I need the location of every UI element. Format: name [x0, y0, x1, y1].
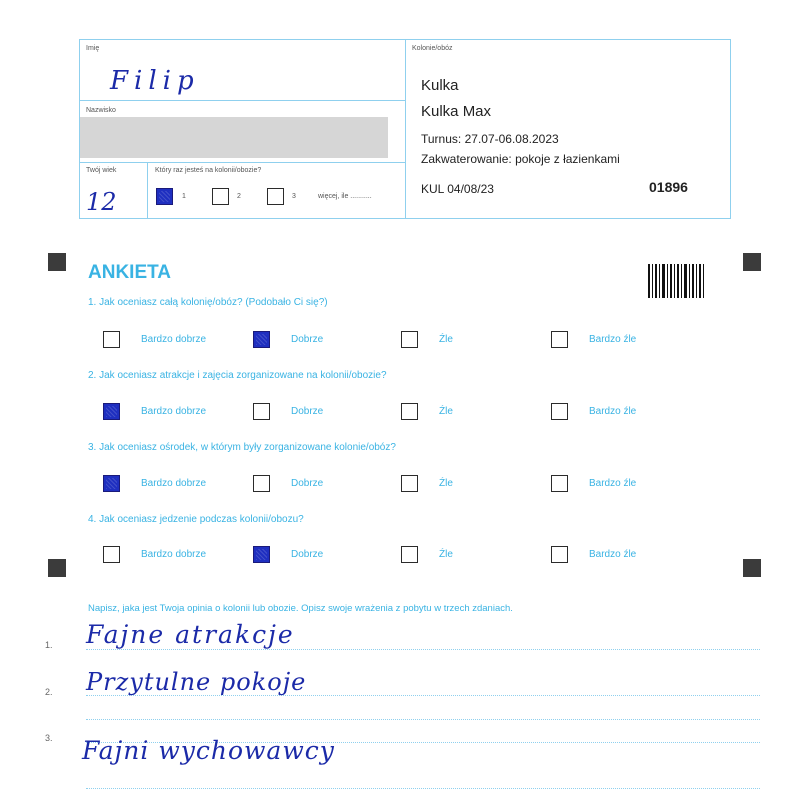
imie-label: Imię: [86, 45, 100, 52]
ktory-raz-checkbox-3[interactable]: [267, 188, 284, 205]
registration-marker-top-right: [743, 253, 761, 271]
imie-value: Filip: [110, 66, 200, 96]
question-2-option-bardzo-zle-checkbox[interactable]: [551, 403, 568, 420]
opinion-line-2-number: 2.: [45, 687, 53, 697]
question-3-option-zle-checkbox[interactable]: [401, 475, 418, 492]
question-4-option-bardzo-dobrze-label: Bardzo dobrze: [141, 549, 207, 560]
question-2-option-bardzo-zle-label: Bardzo źle: [589, 406, 637, 417]
question-4-option-bardzo-zle-label: Bardzo źle: [589, 549, 637, 560]
opinion-line-1[interactable]: [86, 649, 760, 650]
header-divider-imie: [80, 100, 405, 101]
question-3-option-dobrze-checkbox[interactable]: [253, 475, 270, 492]
opinion-answer-2: Przytulne pokoje: [86, 668, 307, 696]
question-1-option-bardzo-zle-checkbox[interactable]: [551, 331, 568, 348]
question-2-text: 2. Jak oceniasz atrakcje i zajęcia zorganizowane na kolonii/obozie?: [88, 370, 387, 381]
opinion-prompt: Napisz, jaka jest Twoja opinia o kolonii lub obozie. Opisz swoje wrażenia z pobytu w trzech zdaniach.: [88, 603, 513, 614]
turnus-label: Turnus:: [421, 132, 462, 146]
question-3-option-bardzo-dobrze-checkbox[interactable]: [103, 475, 120, 492]
question-4-text: 4. Jak oceniasz jedzenie podczas kolonii/obozu?: [88, 514, 304, 525]
question-2-option-dobrze-checkbox[interactable]: [253, 403, 270, 420]
registration-marker-mid-left: [48, 559, 66, 577]
opinion-line-1-number: 1.: [45, 640, 53, 650]
wiek-label: Twój wiek: [86, 167, 117, 174]
question-3-option-dobrze-label: Dobrze: [291, 478, 324, 489]
registration-marker-top-left: [48, 253, 66, 271]
question-1-option-dobrze-checkbox[interactable]: [253, 331, 270, 348]
wiek-value: 12: [86, 188, 117, 216]
zakwaterowanie-value: pokoje z łazienkami: [515, 152, 620, 166]
question-4-option-zle-label: Źle: [439, 549, 453, 560]
question-1-option-zle-label: Źle: [439, 334, 453, 345]
opinion-line-2b[interactable]: [86, 719, 760, 720]
question-3-option-bardzo-zle-checkbox[interactable]: [551, 475, 568, 492]
header-divider-wiek: [147, 162, 148, 218]
opinion-answer-1: Fajne atrakcje: [86, 620, 295, 649]
question-4-option-bardzo-zle-checkbox[interactable]: [551, 546, 568, 563]
question-4-option-bardzo-dobrze-checkbox[interactable]: [103, 546, 120, 563]
question-4-option-dobrze-label: Dobrze: [291, 549, 324, 560]
question-1-option-zle-checkbox[interactable]: [401, 331, 418, 348]
ktory-raz-label: Który raz jesteś na kolonii/obozie?: [155, 167, 262, 174]
question-2-option-zle-label: Źle: [439, 406, 453, 417]
question-2-option-dobrze-label: Dobrze: [291, 406, 324, 417]
barcode-graphic: [648, 264, 704, 298]
kolonie-label: Kolonie/obóz: [412, 45, 453, 52]
header-divider-vertical: [405, 40, 406, 218]
question-1-text: 1. Jak oceniasz całą kolonię/obóz? (Podobało Ci się?): [88, 297, 328, 308]
ktory-raz-checkbox-2[interactable]: [212, 188, 229, 205]
opinion-line-3-number: 3.: [45, 733, 53, 743]
kolonie-name-1: Kulka: [421, 77, 459, 94]
registration-marker-mid-right: [743, 559, 761, 577]
question-2-option-zle-checkbox[interactable]: [401, 403, 418, 420]
question-3-option-bardzo-zle-label: Bardzo źle: [589, 478, 637, 489]
survey-title: ANKIETA: [88, 262, 172, 283]
turnus-row: [421, 132, 559, 146]
question-1-option-bardzo-dobrze-checkbox[interactable]: [103, 331, 120, 348]
question-3-option-bardzo-dobrze-label: Bardzo dobrze: [141, 478, 207, 489]
ktory-raz-more: więcej, ile ...........: [318, 193, 372, 200]
form-code: KUL 04/08/23: [421, 182, 494, 196]
barcode: [648, 264, 704, 298]
question-4-option-dobrze-checkbox[interactable]: [253, 546, 270, 563]
header-divider-nazwisko: [80, 162, 405, 163]
question-1-option-dobrze-label: Dobrze: [291, 334, 324, 345]
question-1-option-bardzo-zle-label: Bardzo źle: [589, 334, 637, 345]
question-4-option-zle-checkbox[interactable]: [401, 546, 418, 563]
nazwisko-label: Nazwisko: [86, 107, 116, 114]
zakwaterowanie-label: Zakwaterowanie:: [421, 152, 512, 166]
form-number: 01896: [649, 179, 688, 195]
opinion-answer-3: Fajni wychowawcy: [82, 736, 335, 765]
ktory-raz-option-1: 1: [182, 193, 186, 200]
nazwisko-redacted-box: [80, 117, 388, 158]
kolonie-name-2: Kulka Max: [421, 103, 492, 120]
question-2-option-bardzo-dobrze-checkbox[interactable]: [103, 403, 120, 420]
opinion-line-3b[interactable]: [86, 788, 760, 789]
ktory-raz-option-3: 3: [292, 193, 296, 200]
zakwaterowanie-row: [421, 152, 620, 166]
turnus-value: 27.07-06.08.2023: [464, 132, 559, 146]
question-3-text: 3. Jak oceniasz ośrodek, w którym były zorganizowane kolonie/obóz?: [88, 442, 396, 453]
question-2-option-bardzo-dobrze-label: Bardzo dobrze: [141, 406, 207, 417]
ktory-raz-option-2: 2: [237, 193, 241, 200]
question-1-option-bardzo-dobrze-label: Bardzo dobrze: [141, 334, 207, 345]
ktory-raz-checkbox-1[interactable]: [156, 188, 173, 205]
question-3-option-zle-label: Źle: [439, 478, 453, 489]
